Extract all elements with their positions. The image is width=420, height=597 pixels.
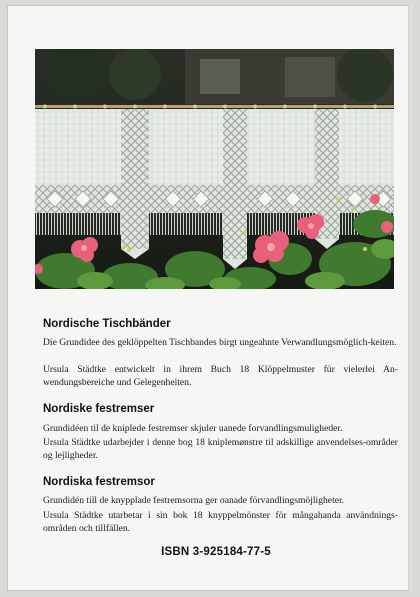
section-paragraph-german-2: Ursula Städtke entwickelt in ihrem Buch 18 Klöppelmuster für vielerlei An-wendungsbereiche und Gelegenheiten. <box>43 364 398 388</box>
section-title-danish: Nordiske festremser <box>43 403 155 415</box>
section-paragraph-german-1: Die Grundidee des geklöppelten Tischbandes birgt ungeahnte Verwandlungsmöglich-keiten. <box>43 337 397 348</box>
section-title-swedish: Nordiska festremsor <box>43 476 155 488</box>
isbn-number: ISBN 3-925184-77-5 <box>161 546 271 558</box>
cover-edge <box>408 6 412 590</box>
back-cover <box>8 6 408 590</box>
section-paragraph-swedish-2: Ursula Städtke utarbetar i sin bok 18 knyppelmönster för mångahanda användnings-områden och tillfällen. <box>43 510 398 534</box>
section-paragraph-swedish-1: Grundidén till de knypplade festremsorna ger oanade förvandlingsmöjligheter. <box>43 495 345 506</box>
section-paragraph-danish-2: Ursula Städtke udarbejder i denne bog 18 kniplemønstre til adskillige anvendelses-områder og lejligheder. <box>43 437 398 461</box>
section-title-german: Nordische Tischbänder <box>43 318 171 330</box>
lace-curtain-geranium-illustration <box>35 49 394 289</box>
section-paragraph-danish-1: Grundidéen til de kniplede festremser skjuler uanede forvandlingsmuligheder. <box>43 423 343 434</box>
cover-photo <box>35 49 394 289</box>
